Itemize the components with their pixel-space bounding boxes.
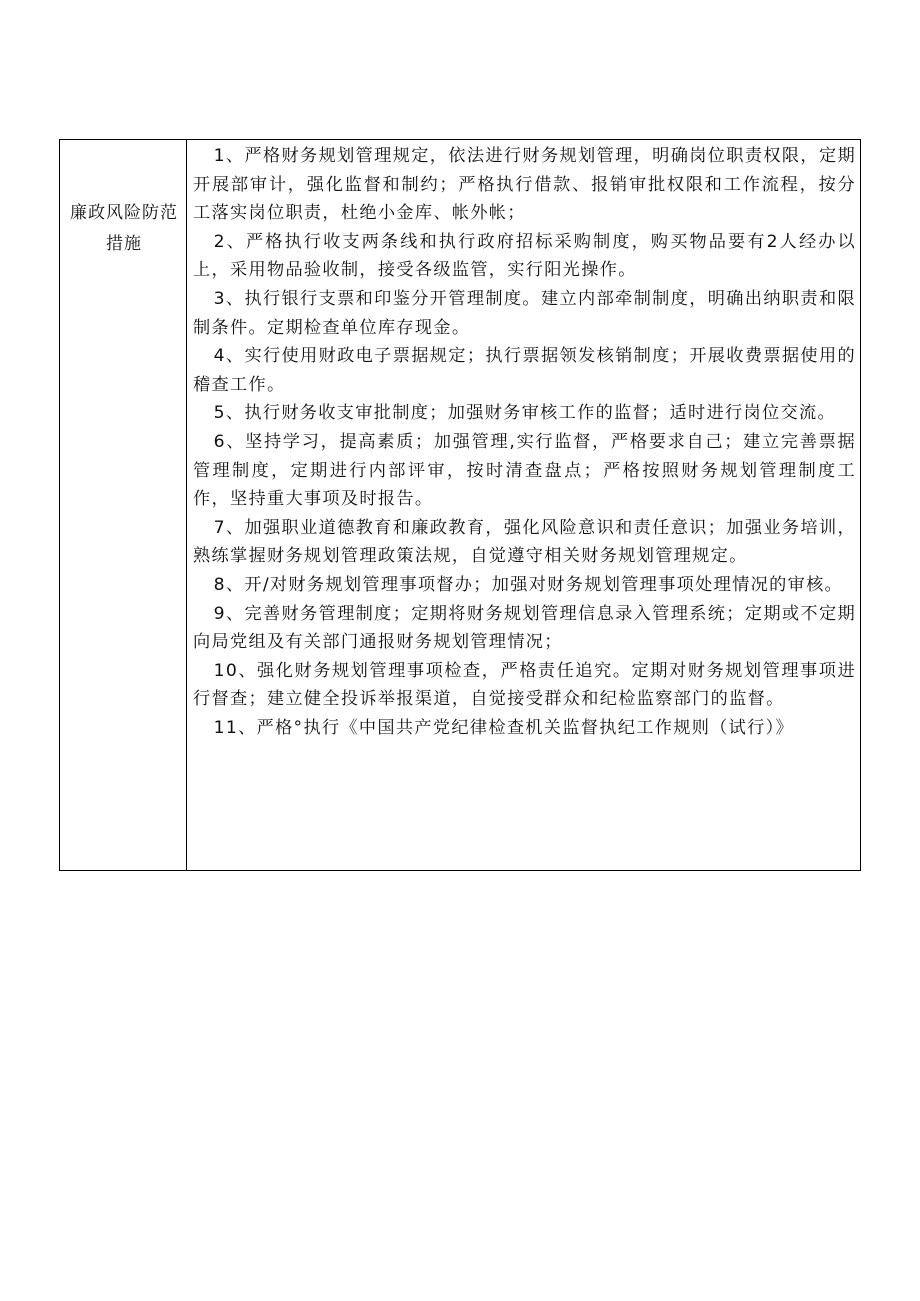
measures-table [59, 139, 861, 871]
measure-item: 1、严格财务规划管理规定，依法进行财务规划管理，明确岗位职责权限，定期开展部审计，强化监督和制约；严格执行借款、报销审批权限和工作流程，按分工落实岗位职责，杜绝小金库、帐外帐； [193, 146, 856, 224]
measure-item: 8、开/对财务规划管理事项督办；加强对财务规划管理事项处理情况的审核。 [213, 574, 844, 595]
measure-item: 10、强化财务规划管理事项检查，严格责任追究。定期对财务规划管理事项进行督查；建立健全投诉举报渠道，自觉接受群众和纪检监察部门的监督。 [193, 660, 856, 710]
measure-item: 11、严格°执行《中国共产党纪律检查机关监督执纪工作规则（试行）》 [213, 717, 795, 738]
row-label: 廉政风险防范措施 [70, 203, 178, 254]
measure-item: 6、坚持学习，提高素质；加强管理,实行监督，严格要求自己；建立完善票据管理制度，定期进行内部评审，按时清查盘点；严格按照财务规划管理制度工作，坚持重大事项及时报告。 [193, 431, 856, 510]
measure-item: 5、执行财务收支审批制度；加强财务审核工作的监督；适时进行岗位交流。 [213, 403, 836, 424]
row-label-cell [60, 140, 187, 870]
measure-item: 9、完善财务管理制度；定期将财务规划管理信息录入管理系统；定期或不定期向局党组及有关部门通报财务规划管理情况； [193, 603, 856, 653]
measure-item: 3、执行银行支票和印鉴分开管理制度。建立内部牵制制度，明确出纳职责和限制条件。定期检查单位库存现金。 [193, 288, 856, 338]
measures-cell [187, 140, 860, 870]
measure-item: 2、严格执行收支两条线和执行政府招标采购制度，购买物品要有2人经办以上，采用物品验收制，接受各级监管，实行阳光操作。 [193, 231, 856, 281]
measure-item: 7、加强职业道德教育和廉政教育，强化风险意识和责任意识；加强业务培训，熟练掌握财务规划管理政策法规，自觉遵守相关财务规划管理规定。 [193, 517, 856, 567]
measure-item: 4、实行使用财政电子票据规定；执行票据领发核销制度；开展收费票据使用的稽查工作。 [193, 346, 856, 395]
